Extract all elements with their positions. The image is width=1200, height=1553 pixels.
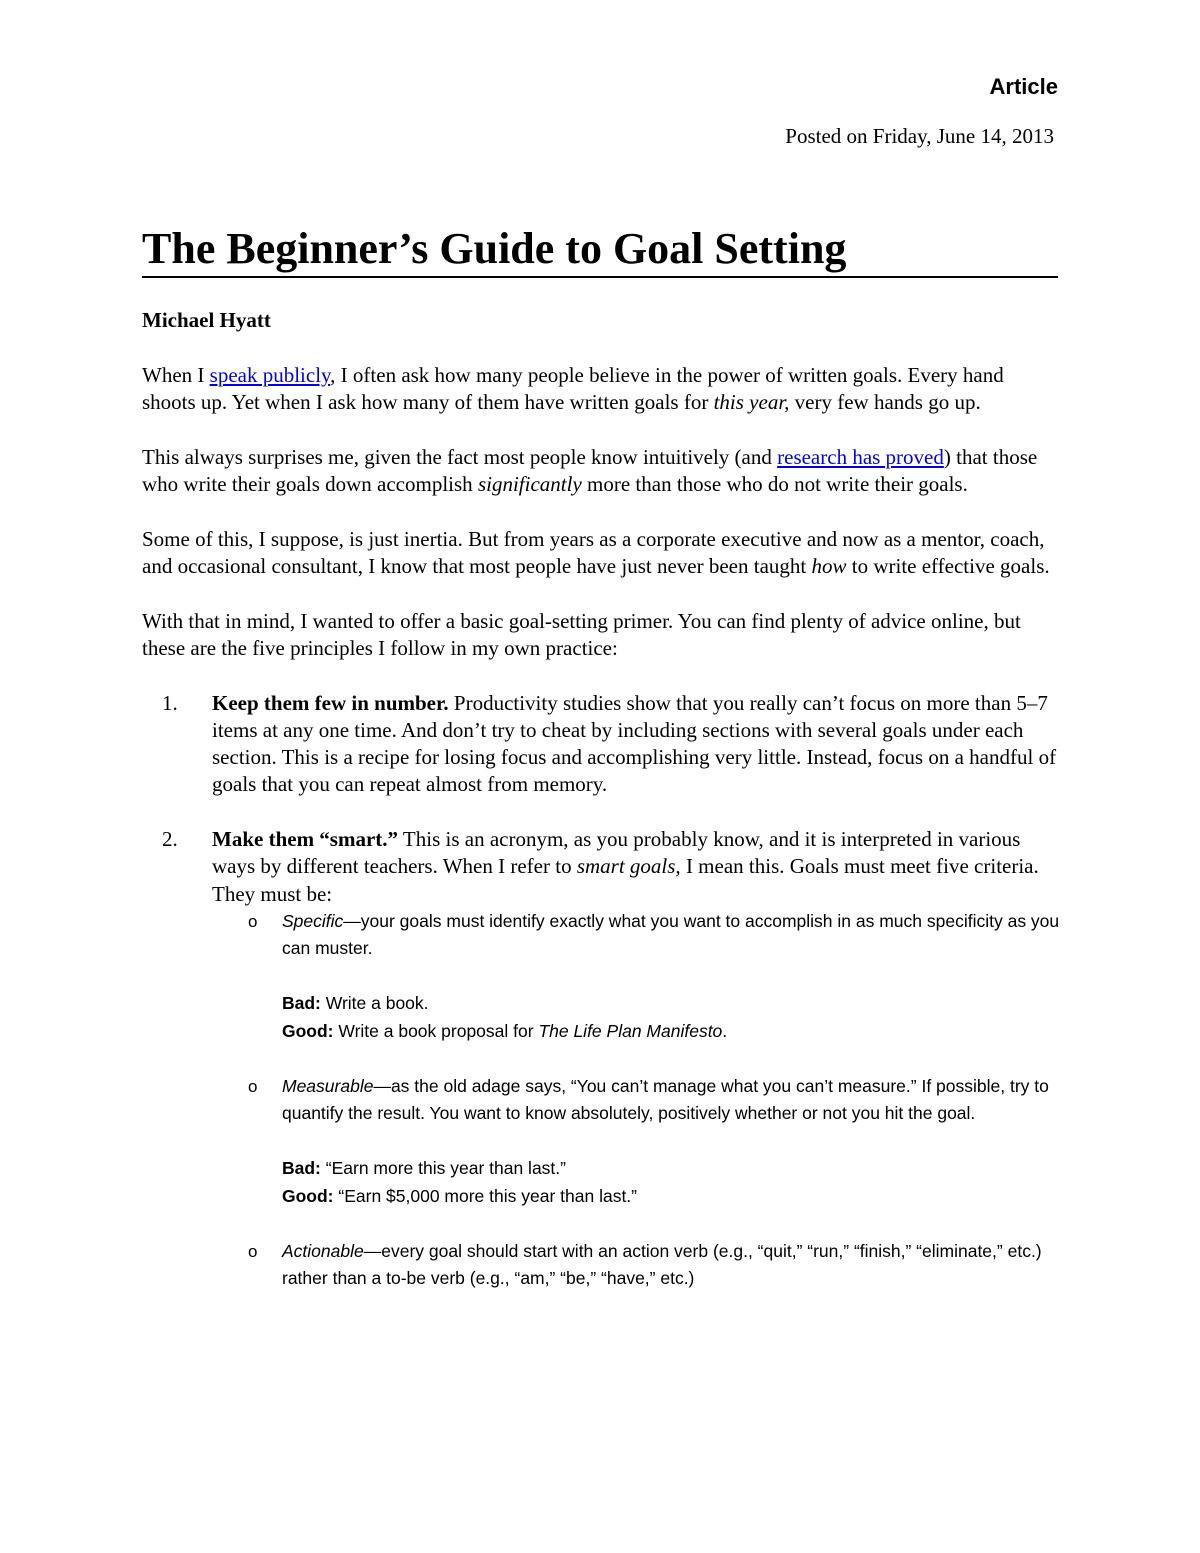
document-label: Article <box>989 74 1058 99</box>
good-text: Write a book proposal for <box>333 1020 539 1041</box>
article-title: The Beginner’s Guide to Goal Setting <box>142 222 1058 278</box>
research-link[interactable]: research has proved <box>777 444 944 469</box>
criteria-term: Specific <box>282 910 344 931</box>
good-text: . <box>722 1020 728 1041</box>
principle-heading: Make them “smart.” <box>212 827 399 852</box>
good-example <box>282 1018 1062 1046</box>
example-block <box>282 990 1062 1045</box>
principle-item <box>142 826 1062 1293</box>
paragraph-3 <box>142 526 1062 581</box>
text-run: to write effective goals. <box>846 554 1050 579</box>
emphasis: how <box>811 554 847 579</box>
principle-text: Productivity studies show that you really can’t focus on more than 5–7 items at any one time. And don’t try to cheat by including sections with several goals under each section. This is a recipe for losing focus and accomplishing very little. Instead, focus on a handful of goals that you can repeat almost from memory. <box>212 690 1057 797</box>
criteria-item <box>212 1073 1062 1211</box>
list-number: 1. <box>162 690 178 715</box>
text-run: , I often ask how many people believe in the power of written goals. Every hand shoots up. Yet when I ask how many of them have written goals for <box>142 363 1004 415</box>
paragraph-2 <box>142 444 1062 499</box>
good-label: Good: <box>282 1185 334 1206</box>
principle-text: I mean this. Goals must meet five criteria. They must be: <box>212 854 1039 906</box>
bad-label: Bad: <box>282 1158 321 1179</box>
speak-publicly-link[interactable]: speak publicly <box>209 363 331 387</box>
principle-text: This is an acronym, as you probably know, and it is interpreted in various ways by different teachers. When I refer to <box>212 827 1021 879</box>
criteria-term: Actionable <box>282 1240 364 1261</box>
principle-heading: Keep them few in number. <box>212 690 449 715</box>
good-label: Good: <box>282 1020 334 1041</box>
text-run: Some of this, I suppose, is just inertia. But from years as a corporate executive and now as a mentor, coach, and occasional consultant, I know that most people have just never been taught <box>142 526 1045 579</box>
bad-text: “Earn more this year than last.” <box>320 1158 566 1179</box>
example-block <box>282 1155 1062 1210</box>
bullet-marker: o <box>248 1076 258 1096</box>
book-title: The Life Plan Manifesto <box>538 1020 723 1041</box>
principle-item <box>142 690 1062 799</box>
principles-list <box>142 690 1062 1293</box>
article-author: Michael Hyatt <box>142 308 271 332</box>
paragraph-1 <box>142 362 1062 417</box>
good-example <box>282 1183 1062 1211</box>
bad-example <box>282 1155 1062 1183</box>
text-run: ) that those who write their goals down accomplish <box>142 444 1038 497</box>
criteria-term: Measurable <box>282 1075 374 1096</box>
list-number: 2. <box>162 827 178 852</box>
bullet-marker: o <box>248 911 258 931</box>
bullet-marker: o <box>248 1241 258 1261</box>
paragraph-4: With that in mind, I wanted to offer a basic goal-setting primer. You can find plenty of advice online, but these are the five principles I follow in my own practice: <box>142 608 1021 660</box>
emphasis: smart goals, <box>576 854 681 879</box>
text-run: more than those who do not write their goals. <box>581 472 968 497</box>
bad-text: Write a book. <box>320 993 429 1014</box>
good-text: “Earn $5,000 more this year than last.” <box>333 1185 637 1206</box>
posted-date: Posted on Friday, June 14, 2013 <box>785 124 1054 148</box>
criteria-item <box>212 908 1062 1046</box>
criteria-item <box>212 1238 1062 1293</box>
bad-example <box>282 990 1062 1018</box>
text-run: When I <box>142 363 210 387</box>
criteria-list <box>212 908 1062 1293</box>
criteria-desc: —your goals must identify exactly what you want to accomplish in as much specificity as you can muster. <box>282 910 1060 959</box>
emphasis: significantly <box>477 472 582 497</box>
bad-label: Bad: <box>282 993 321 1014</box>
criteria-desc: —every goal should start with an action verb (e.g., “quit,” “run,” “finish,” “eliminate,” etc.) rather than a to-be verb (e.g., “am,” “be,” “have,” etc.) <box>282 1240 1042 1289</box>
article-body <box>142 362 1062 1320</box>
criteria-desc: —as the old adage says, “You can’t manage what you can’t measure.” If possible, try to quantify the result. You want to know absolutely, positively whether or not you hit the goal. <box>282 1075 1049 1124</box>
text-run: very few hands go up. <box>789 390 981 415</box>
emphasis: this year, <box>713 390 790 415</box>
text-run: This always surprises me, given the fact most people know intuitively (and <box>142 444 778 469</box>
